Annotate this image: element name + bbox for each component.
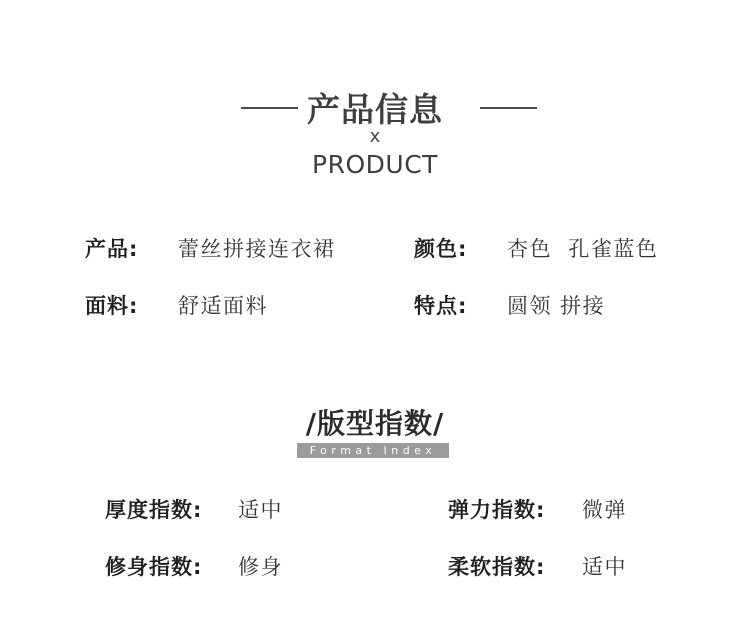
title-english: PRODUCT	[312, 150, 438, 179]
elasticity-label: 弹力指数:	[448, 498, 546, 522]
feature-label: 特点:	[414, 294, 468, 318]
fabric-label: 面料:	[85, 294, 139, 318]
thickness-label: 厚度指数:	[105, 498, 203, 522]
color-value: 杏色 孔雀蓝色	[507, 237, 659, 261]
thickness-value: 适中	[238, 498, 283, 522]
color-label: 颜色:	[414, 237, 468, 261]
fabric-value: 舒适面料	[178, 294, 268, 318]
format-index-subtitle: Format Index	[297, 443, 449, 458]
feature-value: 圆领 拼接	[507, 294, 606, 318]
softness-value: 适中	[582, 555, 627, 579]
product-value: 蕾丝拼接连衣裙	[178, 237, 336, 261]
slimness-label: 修身指数:	[105, 555, 203, 579]
format-index-title: /版型指数/	[305, 407, 445, 440]
softness-label: 柔软指数:	[448, 555, 546, 579]
page-title: 产品信息	[307, 90, 443, 129]
title-x-mark: x	[369, 126, 381, 147]
title-right-rule	[480, 107, 537, 109]
product-label: 产品:	[85, 237, 139, 261]
elasticity-value: 微弹	[582, 498, 627, 522]
slimness-value: 修身	[238, 555, 283, 579]
